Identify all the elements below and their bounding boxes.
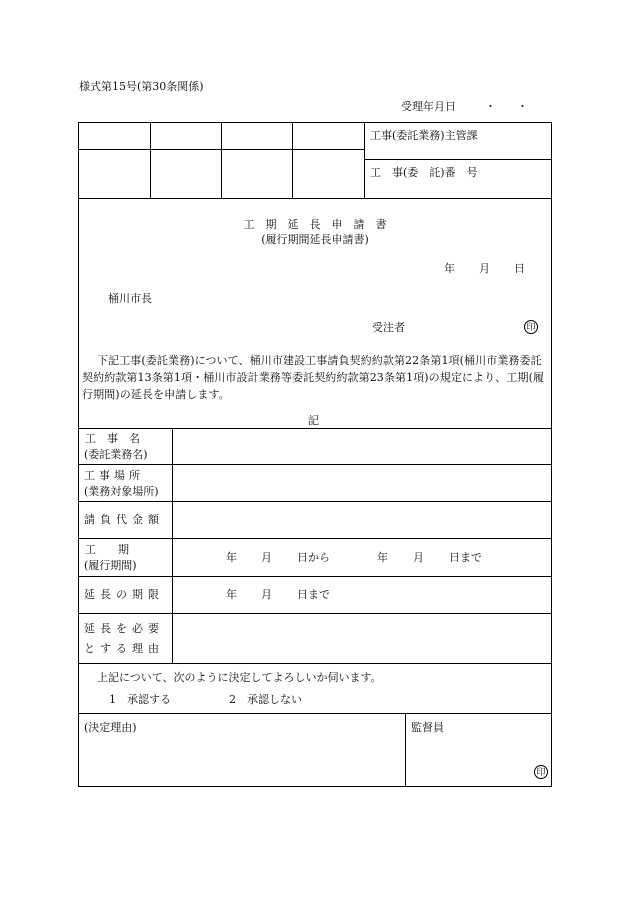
dept-label: 工事(委託業務)主管課 bbox=[370, 129, 478, 142]
period-from-year: 年 bbox=[226, 551, 237, 564]
receipt-date-label: 受理年月日 bbox=[401, 100, 456, 113]
deadline-year: 年 bbox=[226, 588, 237, 601]
work-place-label: 工事場所 bbox=[84, 469, 144, 482]
grid-divider bbox=[364, 122, 365, 198]
supervisor-label: 監督員 bbox=[411, 721, 444, 734]
contractor-seal-icon: 印 bbox=[524, 320, 538, 334]
work-name-label-text: 工 事 名 bbox=[85, 432, 140, 445]
period-from-month: 月 bbox=[261, 551, 272, 564]
receipt-date-dot-1: ・ bbox=[485, 100, 496, 113]
decision-option-approve: 1 承認する bbox=[109, 693, 171, 706]
document-title: 工 期 延 長 申 請 書 bbox=[243, 218, 387, 231]
period-label-text: 工 期 bbox=[85, 543, 129, 556]
row-divider bbox=[78, 613, 552, 614]
supervisor-divider bbox=[405, 713, 406, 787]
period-label bbox=[85, 543, 166, 557]
work-name-label bbox=[85, 432, 166, 446]
grid-divider bbox=[78, 198, 552, 199]
ki-label: 記 bbox=[308, 414, 319, 427]
row-divider bbox=[78, 713, 552, 714]
row-divider bbox=[78, 464, 552, 465]
number-label: 工 事(委 託)番 号 bbox=[370, 166, 478, 179]
deadline-label: 延長の期限 bbox=[84, 588, 164, 601]
deadline-day: 日まで bbox=[297, 588, 330, 601]
grid-divider bbox=[78, 149, 364, 150]
date-year: 年 bbox=[444, 262, 455, 275]
grid-divider bbox=[150, 122, 151, 198]
row-divider bbox=[78, 663, 552, 664]
period-to-year: 年 bbox=[377, 551, 388, 564]
deadline-month: 月 bbox=[261, 588, 272, 601]
application-body-text: 下記工事(委託業務)について、桶川市建設工事請負契約約款第22条第1項(桶川市業務委託契約約款第13条第1項・桶川市設計業務等委託契約約款第23条第1項)の規定により、工期(履行期間)の延長を申請します。 bbox=[82, 354, 545, 401]
period-sublabel: (履行期間) bbox=[84, 559, 137, 572]
period-from-day: 日から bbox=[297, 551, 330, 564]
row-divider bbox=[78, 428, 552, 429]
receipt-date-dot-2: ・ bbox=[517, 100, 528, 113]
addressee: 桶川市長 bbox=[108, 292, 152, 305]
label-column-divider bbox=[172, 428, 173, 663]
row-divider bbox=[78, 501, 552, 502]
work-name-sublabel: (委託業務名) bbox=[84, 448, 148, 461]
grid-divider bbox=[221, 122, 222, 198]
grid-divider bbox=[364, 159, 552, 160]
decision-option-reject: 2 承認しない bbox=[229, 693, 302, 706]
decision-question: 上記について、次のように決定してよろしいか伺います。 bbox=[97, 671, 382, 684]
supervisor-seal-icon: 印 bbox=[534, 765, 548, 779]
contract-amount-label: 請負代金額 bbox=[84, 513, 164, 526]
row-divider bbox=[78, 576, 552, 577]
form-number: 様式第15号(第30条関係) bbox=[79, 80, 204, 93]
period-to-month: 月 bbox=[413, 551, 424, 564]
document-subtitle: (履行期間延長申請書) bbox=[261, 233, 369, 246]
decision-reason-label: (決定理由) bbox=[84, 721, 137, 734]
contractor-label: 受注者 bbox=[372, 321, 405, 334]
date-month: 月 bbox=[479, 262, 490, 275]
reason-sublabel: とする理由 bbox=[84, 642, 164, 655]
row-divider bbox=[78, 538, 552, 539]
reason-label: 延長を必要 bbox=[84, 622, 164, 635]
date-day: 日 bbox=[514, 262, 525, 275]
work-place-sublabel: (業務対象場所) bbox=[84, 485, 159, 498]
grid-divider bbox=[292, 122, 293, 198]
period-to-day: 日まで bbox=[449, 551, 482, 564]
